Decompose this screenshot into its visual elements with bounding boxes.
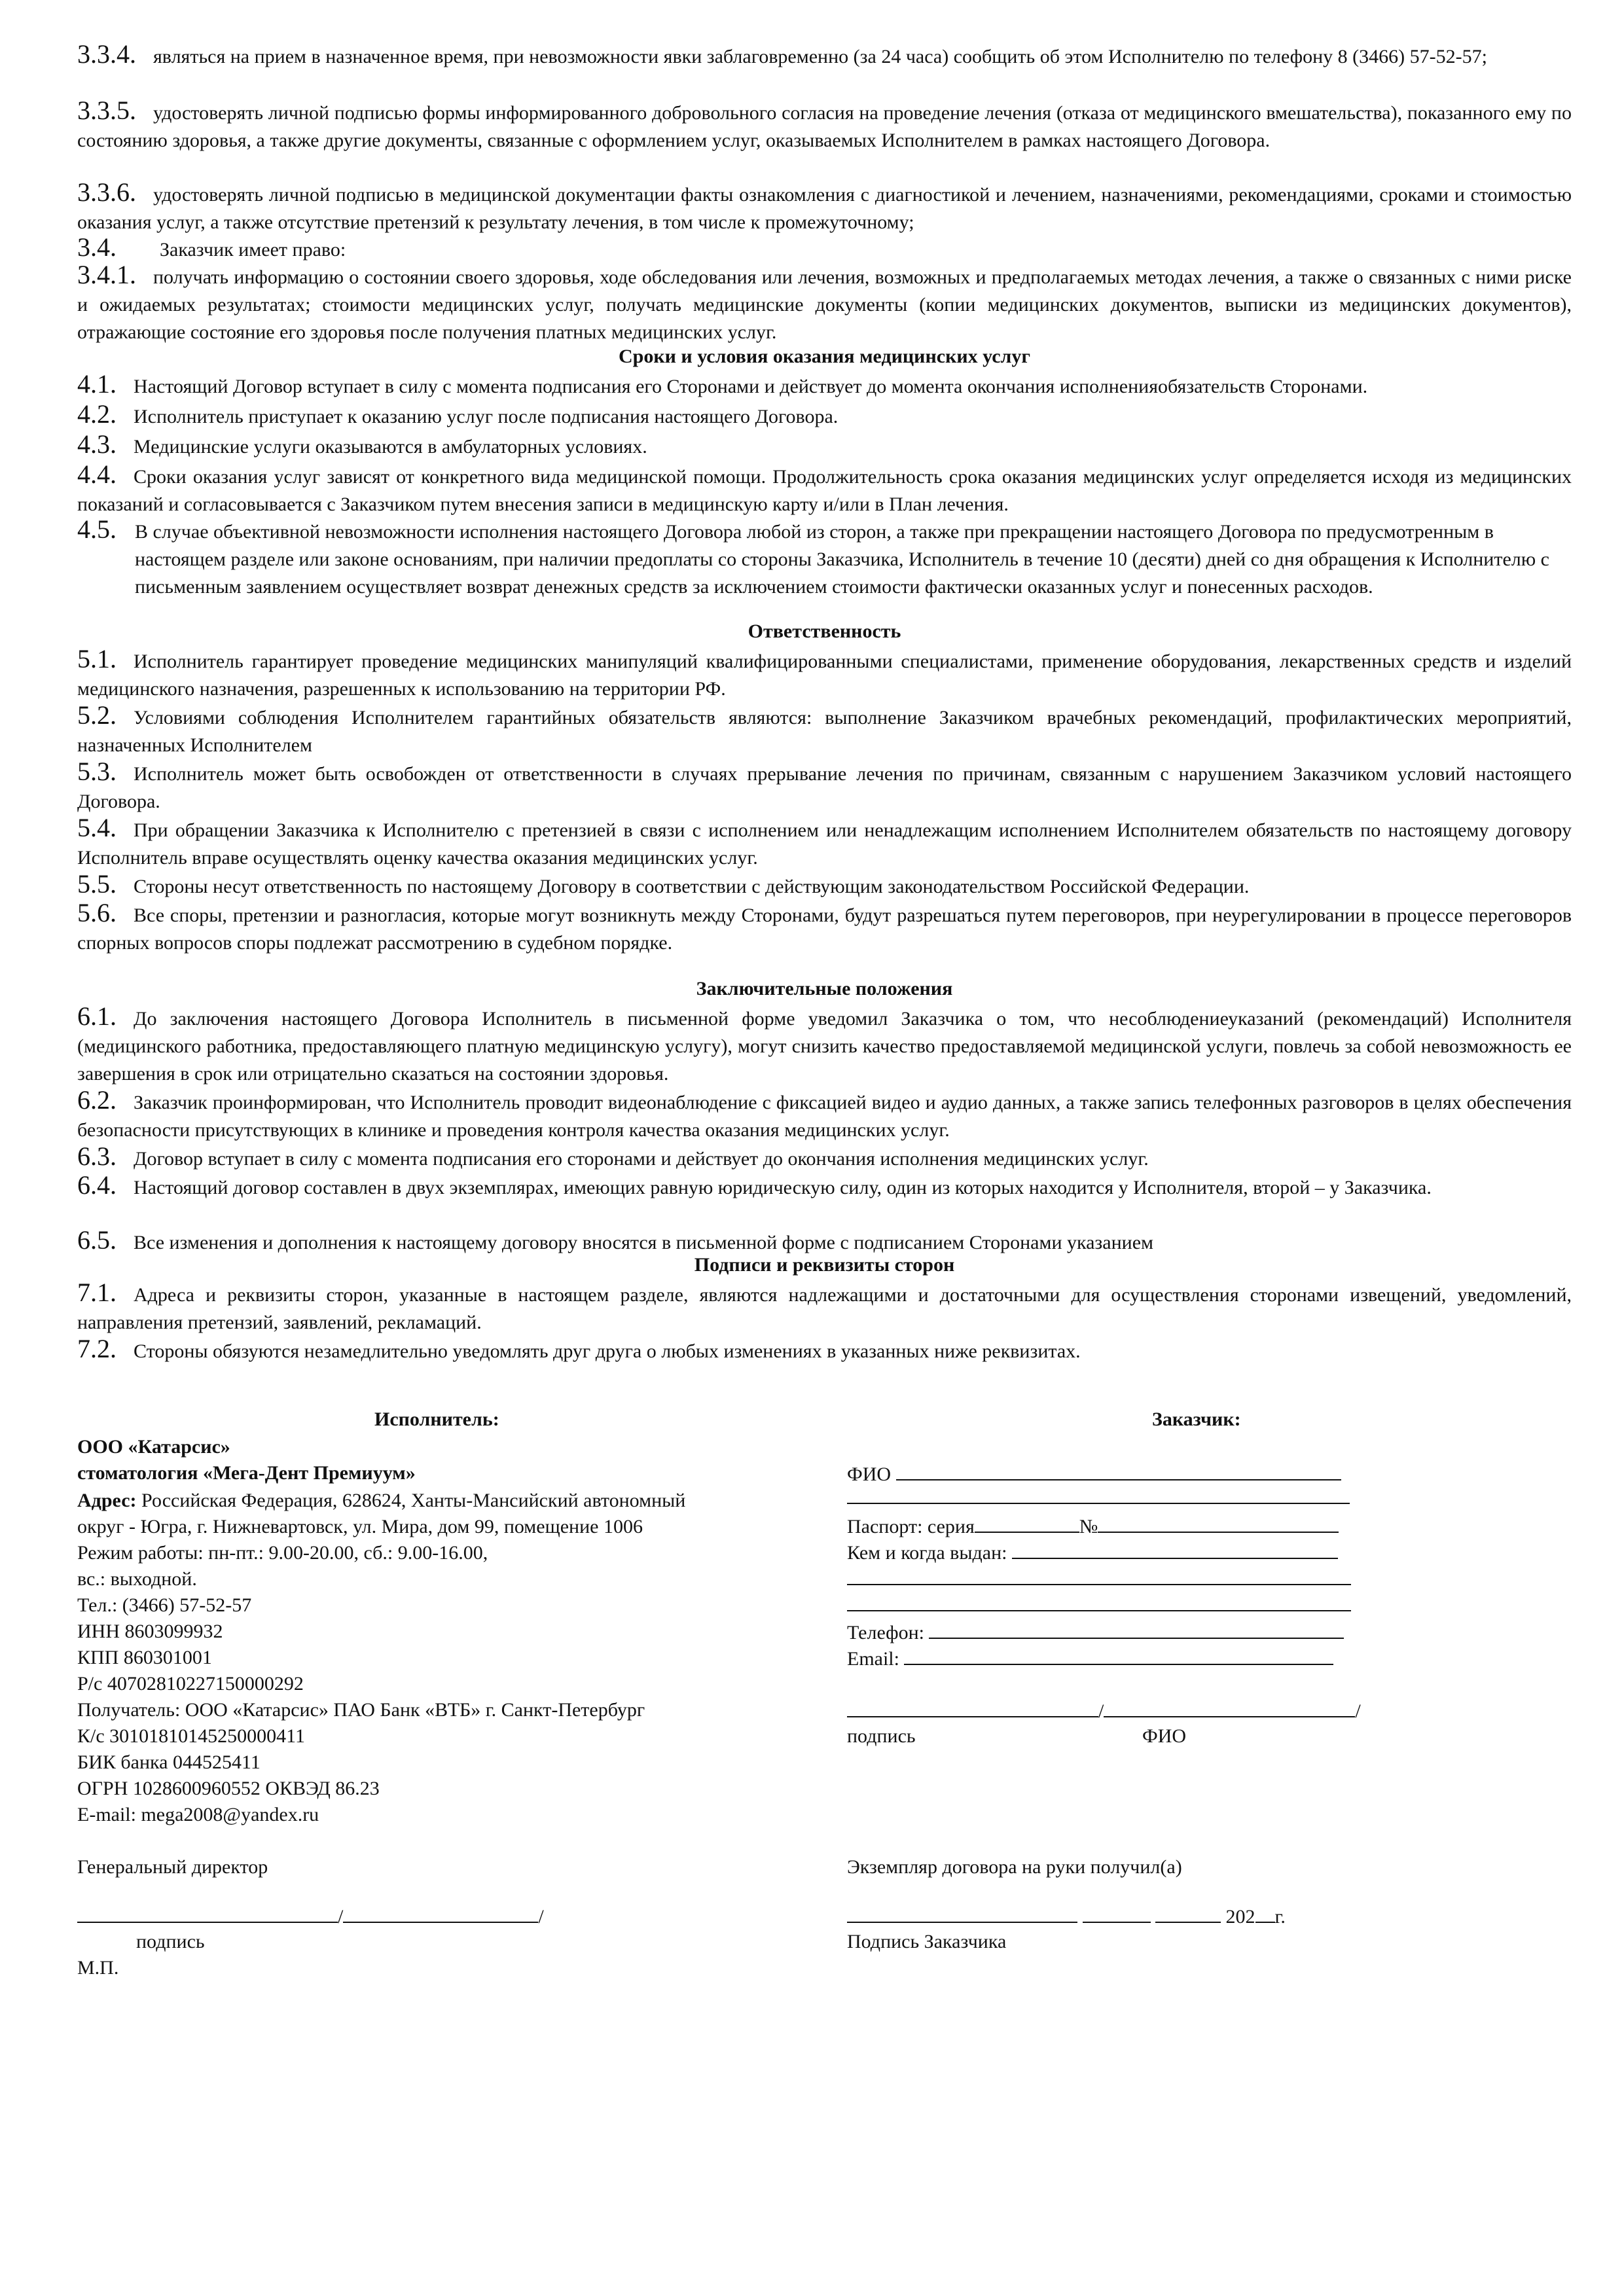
clause-5-3 — [77, 758, 1572, 816]
clause-5-5 — [77, 870, 1572, 901]
customer-issued-row-3 — [847, 1590, 1351, 1619]
section-heading-final: Заключительные положения — [696, 978, 953, 999]
clause-text: Стороны несут ответственность по настоящему Договору в соответствии с действующим законодательством Российской Федерации. — [134, 876, 1250, 897]
executor-stamp: М.П. — [77, 1957, 119, 1979]
clause-3-4-1 — [77, 261, 1572, 346]
clause-4-4 — [77, 461, 1572, 518]
clause-text: являться на прием в назначенное время, при невозможности явки заблаговременно (за 24 часа) сообщить об этом Исполнителю по телефону 8 (3466) 57-52-57; — [153, 46, 1487, 67]
clause-number: 6.1. — [77, 1001, 117, 1031]
clause-number: 6.2. — [77, 1085, 117, 1115]
executor-director: Генеральный директор — [77, 1856, 268, 1878]
clause-text: До заключения настоящего Договора Исполнитель в письменной форме уведомил Заказчика о том, что несоблюдениеуказаний (рекомендаций) Исполнителя (медицинского работника, предоставляющего платную медицинскую услугу), могут снизить качество предоставляемой медицинской услуги, повлечь за собой невозможность ее завершения в срок или отрицательно сказаться на состоянии здоровья. — [77, 1008, 1572, 1085]
executor-phone: Тел.: (3466) 57-52-57 — [77, 1594, 252, 1616]
customer-issued-row — [847, 1538, 1338, 1567]
clause-number: 3.4. — [77, 232, 117, 262]
clause-text: Настоящий Договор вступает в силу с момента подписания его Сторонами и действует до момента окончания исполненияобязательств Сторонами. — [134, 376, 1368, 397]
customer-phone-row — [847, 1618, 1344, 1647]
clause-5-4 — [77, 814, 1572, 872]
clause-text: Исполнитель может быть освобожден от ответственности в случаях прерывание лечения по причинам, связанным с нарушением Заказчиком условий настоящего Договора. — [77, 763, 1572, 812]
customer-issued-row-2 — [847, 1564, 1351, 1593]
clause-text: Заказчик имеет право: — [160, 239, 346, 260]
clause-number: 5.4. — [77, 813, 117, 842]
clause-text: Все изменения и дополнения к настоящему договору вносятся в письменной форме с подписанием Сторонами указанием — [134, 1232, 1154, 1253]
clause-text: Медицинские услуги оказываются в амбулаторных условиях. — [134, 436, 647, 457]
clause-6-3 — [77, 1143, 1572, 1173]
clause-5-6 — [77, 899, 1572, 957]
issued-label: Кем и когда выдан: — [847, 1542, 1007, 1564]
clause-number: 4.2. — [77, 399, 117, 429]
clause-number: 4.3. — [77, 429, 117, 459]
clause-number: 4.1. — [77, 369, 117, 399]
address-label: Адрес: — [77, 1490, 137, 1511]
clause-number: 3.4.1. — [77, 260, 136, 289]
customer-passport-row — [847, 1512, 1339, 1541]
day-blank — [1083, 1902, 1151, 1923]
clause-text: Заказчик проинформирован, что Исполнитель проводит видеонаблюдение с фиксацией видео и аудио данных, а также запись телефонных разговоров в целях обеспечения безопасности присутствующих в клинике и проведения контроля качества оказания медицинских услуг. — [77, 1092, 1572, 1141]
address-line-1: Российская Федерация, 628624, Ханты-Мансийский автономный — [141, 1490, 686, 1511]
customer-heading: Заказчик: — [1152, 1408, 1241, 1430]
executor-address — [77, 1487, 685, 1515]
customer-sign-label: подпись — [847, 1725, 916, 1747]
clause-7-2 — [77, 1335, 1572, 1365]
fio-blank — [896, 1460, 1341, 1480]
executor-recipient: Получатель: ООО «Катарсис» ПАО Банк «ВТБ» г. Санкт-Петербург — [77, 1699, 645, 1721]
executor-sign-label: подпись — [136, 1931, 205, 1952]
clause-4-5 — [77, 516, 1572, 601]
clause-text: Адреса и реквизиты сторон, указанные в настоящем разделе, являются надлежащими и достаточными для осуществления сторонами извещений, уведомлений, направления претензий, заявлений, рекламаций. — [77, 1284, 1572, 1333]
clause-3-3-5 — [77, 97, 1572, 154]
clause-number: 6.5. — [77, 1225, 117, 1255]
month-blank — [1155, 1902, 1221, 1923]
customer-date-line — [847, 1902, 1286, 1931]
executor-kpp: КПП 860301001 — [77, 1647, 212, 1668]
passport-label: Паспорт: серия — [847, 1516, 975, 1537]
clause-text: Условиями соблюдения Исполнителем гарантийных обязательств являются: выполнение Заказчиком врачебных рекомендаций, профилактических мероприятий, назначенных Исполнителем — [77, 707, 1572, 756]
clause-7-1 — [77, 1279, 1572, 1336]
clause-number: 7.1. — [77, 1278, 117, 1307]
clause-text: получать информацию о состоянии своего здоровья, ходе обследования или лечения, возможных и предполагаемых методах лечения, а также о связанных с ними риске и ожидаемых результатах; стоимости медицинских услуг, получать медицинские документы (копии медицинских документов, выписки из медицинских документов), отражающие состояние его здоровья после получения платных медицинских услуг. — [77, 266, 1572, 343]
executor-hours-2: вс.: выходной. — [77, 1568, 197, 1590]
clause-text: удостоверять личной подписью формы информированного добровольного согласия на проведение лечения (отказа от медицинского вмешательства), показанного ему по состоянию здоровья, а также другие документы, связанные с оформлением услуг, оказываемых Исполнителем в рамках настоящего Договора. — [77, 102, 1572, 151]
signature-blank — [847, 1696, 1098, 1717]
executor-corr-account: К/с 30101810145250000411 — [77, 1725, 306, 1747]
executor-address-line-2: округ - Югра, г. Нижневартовск, ул. Мира, дом 99, помещение 1006 — [77, 1516, 643, 1537]
clause-5-2 — [77, 702, 1572, 759]
passport-series-blank — [975, 1512, 1079, 1533]
executor-company: ООО «Катарсис» — [77, 1436, 230, 1458]
executor-email: E-mail: mega2008@yandex.ru — [77, 1804, 319, 1825]
issued-blank — [1012, 1538, 1338, 1559]
clause-text: удостоверять личной подписью в медицинской документации факты ознакомления с диагностикой и лечением, назначениями, рекомендациями, сроками и стоимостью оказания услуг, а также отсутствие претензий к результату лечения, в том числе к промежуточному; — [77, 184, 1572, 233]
passport-number-label: № — [1079, 1516, 1098, 1537]
email-blank — [904, 1644, 1333, 1665]
clause-text: Сроки оказания услуг зависят от конкретного вида медицинской помощи. Продолжительность срока оказания медицинских услуг определяется исходя из медицинских показаний и согласовывается с Заказчиком путем внесения записи в медицинскую карту и/или в План лечения. — [77, 466, 1572, 515]
clause-number: 5.1. — [77, 644, 117, 673]
sign-blank — [847, 1902, 1077, 1923]
executor-hours-1: Режим работы: пн-пт.: 9.00-20.00, сб.: 9.00-16.00, — [77, 1542, 488, 1564]
clause-number: 5.2. — [77, 700, 117, 730]
clause-text: Настоящий договор составлен в двух экземплярах, имеющих равную юридическую силу, один из которых находится у Исполнителя, второй – у Заказчика. — [134, 1177, 1432, 1198]
customer-fio-row-2 — [847, 1483, 1350, 1512]
clause-text: Исполнитель гарантирует проведение медицинских манипуляций квалифицированными специалистами, применение оборудования, лекарственных средств и изделий медицинского назначения, разрешенных к использованию на территории РФ. — [77, 651, 1572, 700]
clause-3-4 — [77, 234, 1572, 264]
customer-email-row — [847, 1644, 1333, 1673]
clause-6-2 — [77, 1086, 1572, 1144]
clause-3-3-4 — [77, 41, 1572, 71]
phone-blank — [929, 1618, 1344, 1639]
clause-number: 7.2. — [77, 1334, 117, 1363]
executor-ogrn: ОГРН 1028600960552 ОКВЭД 86.23 — [77, 1778, 380, 1799]
name-blank — [343, 1902, 538, 1923]
fio-label: ФИО — [847, 1463, 892, 1485]
clause-number: 5.3. — [77, 757, 117, 786]
year-blank — [1255, 1902, 1275, 1923]
executor-bik: БИК банка 044525411 — [77, 1751, 261, 1773]
customer-fio-label: ФИО — [1142, 1725, 1187, 1747]
email-label: Email: — [847, 1648, 899, 1670]
clause-3-3-6 — [77, 179, 1572, 236]
clause-number: 3.3.4. — [77, 39, 136, 69]
section-heading-liability: Ответственность — [748, 620, 901, 642]
fio-blank-2 — [847, 1483, 1350, 1504]
issued-blank-2 — [847, 1564, 1351, 1585]
clause-number: 4.5. — [77, 514, 117, 544]
customer-signature-line: / / — [847, 1696, 1361, 1725]
clause-number: 6.4. — [77, 1170, 117, 1200]
clause-number: 6.3. — [77, 1141, 117, 1171]
clause-number: 3.3.5. — [77, 96, 136, 125]
clause-text: Стороны обязуются незамедлительно уведомлять друг друга о любых изменениях в указанных ниже реквизитах. — [134, 1340, 1081, 1362]
clause-text: В случае объективной невозможности исполнения настоящего Договора любой из сторон, а также при прекращении настоящего Договора по предусмотренным в настоящем разделе или законе основаниям, при наличии предоплаты со стороны Заказчика, Исполнитель в течение 10 (десяти) дней со дня обращения к Исполнителю с письменным заявлением осуществляет возврат денежных средств за исключением стоимости фактически оказанных услуг и понесенных расходов. — [135, 521, 1549, 598]
clause-text: Все споры, претензии и разногласия, которые могут возникнуть между Сторонами, будут разрешаться путем переговоров, при неурегулировании в процессе переговоров спорных вопросов споры подлежат рассмотрению в судебном порядке. — [77, 905, 1572, 954]
executor-clinic: стоматология «Мега-Дент Премиуум» — [77, 1462, 416, 1484]
year-prefix: 202 — [1225, 1906, 1255, 1928]
clause-5-1 — [77, 645, 1572, 703]
passport-number-blank — [1098, 1512, 1339, 1533]
issued-blank-3 — [847, 1590, 1351, 1611]
executor-account: Р/с 40702810227150000292 — [77, 1673, 304, 1695]
executor-inn: ИНН 8603099932 — [77, 1621, 223, 1642]
clause-text: При обращении Заказчика к Исполнителю с претензией в связи с исполнением или ненадлежащим исполнением Исполнителем обязательств по настоящему договору Исполнитель вправе осуществлять оценку качества оказания медицинских услуг. — [77, 819, 1572, 869]
executor-signature-line: / / — [77, 1902, 544, 1931]
signature-blank — [77, 1902, 338, 1923]
clause-4-2 — [77, 401, 1572, 431]
section-heading-signatures: Подписи и реквизиты сторон — [694, 1254, 955, 1276]
copy-received: Экземпляр договора на руки получил(а) — [847, 1856, 1182, 1878]
clause-number: 5.5. — [77, 869, 117, 899]
clause-4-3 — [77, 431, 1572, 461]
clause-6-4 — [77, 1172, 1465, 1202]
phone-label: Телефон: — [847, 1622, 924, 1643]
customer-signature-label: Подпись Заказчика — [847, 1931, 1007, 1952]
clause-4-1 — [77, 370, 1572, 401]
clause-6-1 — [77, 1003, 1572, 1088]
year-suffix: г. — [1274, 1906, 1286, 1928]
clause-number: 5.6. — [77, 898, 117, 927]
clause-text: Договор вступает в силу с момента подписания его сторонами и действует до окончания исполнения медицинских услуг. — [134, 1148, 1149, 1170]
clause-number: 4.4. — [77, 459, 117, 489]
clause-text: Исполнитель приступает к оказанию услуг после подписания настоящего Договора. — [134, 406, 839, 427]
executor-heading: Исполнитель: — [374, 1408, 499, 1430]
clause-number: 3.3.6. — [77, 177, 136, 207]
name-blank — [1104, 1696, 1355, 1717]
section-heading-terms: Сроки и условия оказания медицинских услуг — [619, 346, 1030, 367]
